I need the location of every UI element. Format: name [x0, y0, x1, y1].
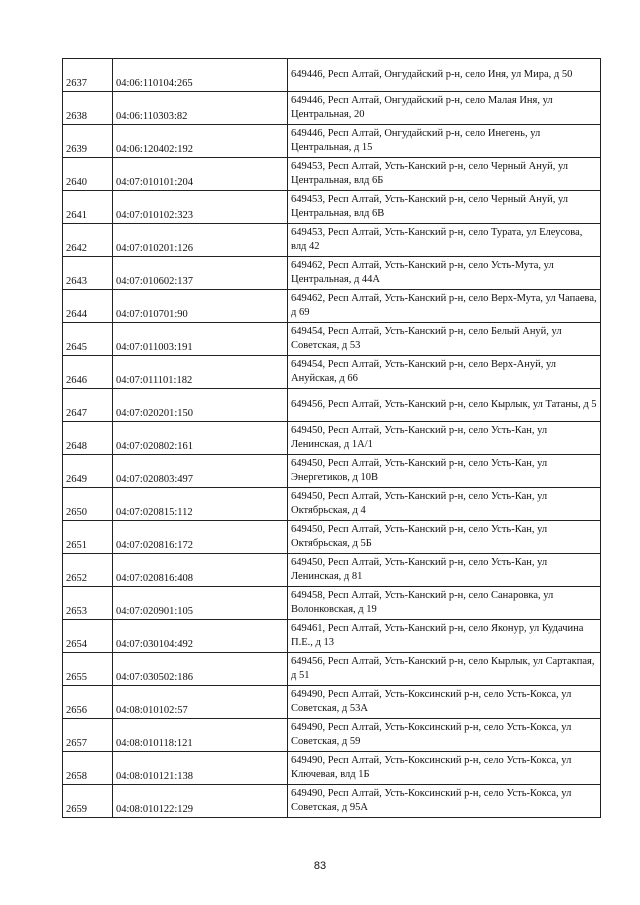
cadastral-number-cell: 04:07:011101:182 [113, 356, 288, 389]
table-row [63, 290, 601, 323]
cadastral-number-cell: 04:08:010118:121 [113, 719, 288, 752]
address-cell: 649458, Респ Алтай, Усть-Канский р-н, село Санаровка, ул Волонковская, д 19 [288, 587, 601, 620]
address-cell: 649453, Респ Алтай, Усть-Канский р-н, село Черный Ануй, ул Центральная, влд 6Б [288, 158, 601, 191]
cadastral-number-cell: 04:07:010101:204 [113, 158, 288, 191]
table-row [63, 752, 601, 785]
table-row [63, 356, 601, 389]
address-cell: 649461, Респ Алтай, Усть-Канский р-н, село Яконур, ул Кудачина П.Е., д 13 [288, 620, 601, 653]
cadastral-number-cell: 04:08:010121:138 [113, 752, 288, 785]
cadastral-number-cell: 04:07:020802:161 [113, 422, 288, 455]
row-number-cell: 2656 [63, 686, 113, 719]
row-number-cell: 2644 [63, 290, 113, 323]
cadastral-number-cell: 04:07:020901:105 [113, 587, 288, 620]
registry-table [62, 58, 601, 818]
address-cell: 649490, Респ Алтай, Усть-Коксинский р-н, село Усть-Кокса, ул Советская, д 53А [288, 686, 601, 719]
table-row [63, 125, 601, 158]
table-row [63, 455, 601, 488]
row-number-cell: 2639 [63, 125, 113, 158]
row-number-cell: 2643 [63, 257, 113, 290]
address-cell: 649446, Респ Алтай, Онгудайский р-н, село Иня, ул Мира, д 50 [288, 59, 601, 92]
row-number-cell: 2653 [63, 587, 113, 620]
address-cell: 649450, Респ Алтай, Усть-Канский р-н, село Усть-Кан, ул Ленинская, д 81 [288, 554, 601, 587]
table-row [63, 785, 601, 818]
address-cell: 649490, Респ Алтай, Усть-Коксинский р-н, село Усть-Кокса, ул Советская, д 59 [288, 719, 601, 752]
row-number-cell: 2658 [63, 752, 113, 785]
address-cell: 649490, Респ Алтай, Усть-Коксинский р-н, село Усть-Кокса, ул Ключевая, влд 1Б [288, 752, 601, 785]
row-number-cell: 2642 [63, 224, 113, 257]
row-number-cell: 2638 [63, 92, 113, 125]
address-cell: 649456, Респ Алтай, Усть-Канский р-н, село Кырлык, ул Татаны, д 5 [288, 389, 601, 422]
table-row [63, 92, 601, 125]
address-cell: 649450, Респ Алтай, Усть-Канский р-н, село Усть-Кан, ул Энергетиков, д 10В [288, 455, 601, 488]
table-row [63, 686, 601, 719]
row-number-cell: 2648 [63, 422, 113, 455]
address-cell: 649456, Респ Алтай, Усть-Канский р-н, село Кырлык, ул Сартакпая, д 51 [288, 653, 601, 686]
row-number-cell: 2637 [63, 59, 113, 92]
address-cell: 649454, Респ Алтай, Усть-Канский р-н, село Верх-Ануй, ул Ануйская, д 66 [288, 356, 601, 389]
cadastral-number-cell: 04:07:010102:323 [113, 191, 288, 224]
address-cell: 649453, Респ Алтай, Усть-Канский р-н, село Черный Ануй, ул Центральная, влд 6В [288, 191, 601, 224]
table-row [63, 224, 601, 257]
row-number-cell: 2646 [63, 356, 113, 389]
cadastral-number-cell: 04:07:011003:191 [113, 323, 288, 356]
row-number-cell: 2647 [63, 389, 113, 422]
address-cell: 649454, Респ Алтай, Усть-Канский р-н, село Белый Ануй, ул Советская, д 53 [288, 323, 601, 356]
table-row [63, 521, 601, 554]
row-number-cell: 2645 [63, 323, 113, 356]
cadastral-number-cell: 04:07:010602:137 [113, 257, 288, 290]
cadastral-number-cell: 04:07:020803:497 [113, 455, 288, 488]
row-number-cell: 2659 [63, 785, 113, 818]
address-cell: 649446, Респ Алтай, Онгудайский р-н, село Малая Иня, ул Центральная, 20 [288, 92, 601, 125]
address-cell: 649446, Респ Алтай, Онгудайский р-н, село Инегень, ул Центральная, д 15 [288, 125, 601, 158]
registry-table-body [63, 59, 601, 818]
cadastral-number-cell: 04:07:020816:172 [113, 521, 288, 554]
address-cell: 649450, Респ Алтай, Усть-Канский р-н, село Усть-Кан, ул Октябрьская, д 5Б [288, 521, 601, 554]
table-row [63, 620, 601, 653]
cadastral-number-cell: 04:07:010201:126 [113, 224, 288, 257]
address-cell: 649453, Респ Алтай, Усть-Канский р-н, село Турата, ул Елеусова, влд 42 [288, 224, 601, 257]
address-cell: 649462, Респ Алтай, Усть-Канский р-н, село Верх-Мута, ул Чапаева, д 69 [288, 290, 601, 323]
page-number: 83 [313, 860, 327, 872]
table-row [63, 719, 601, 752]
cadastral-number-cell: 04:07:020816:408 [113, 554, 288, 587]
cadastral-number-cell: 04:07:030104:492 [113, 620, 288, 653]
table-row [63, 323, 601, 356]
row-number-cell: 2649 [63, 455, 113, 488]
cadastral-number-cell: 04:06:120402:192 [113, 125, 288, 158]
cadastral-number-cell: 04:08:010122:129 [113, 785, 288, 818]
cadastral-number-cell: 04:06:110303:82 [113, 92, 288, 125]
table-row [63, 587, 601, 620]
table-row [63, 158, 601, 191]
cadastral-number-cell: 04:07:020815:112 [113, 488, 288, 521]
address-cell: 649490, Респ Алтай, Усть-Коксинский р-н, село Усть-Кокса, ул Советская, д 95А [288, 785, 601, 818]
cadastral-number-cell: 04:07:030502:186 [113, 653, 288, 686]
row-number-cell: 2640 [63, 158, 113, 191]
row-number-cell: 2641 [63, 191, 113, 224]
address-cell: 649462, Респ Алтай, Усть-Канский р-н, село Усть-Мута, ул Центральная, д 44А [288, 257, 601, 290]
table-row [63, 554, 601, 587]
row-number-cell: 2652 [63, 554, 113, 587]
table-row [63, 257, 601, 290]
table-row [63, 488, 601, 521]
row-number-cell: 2655 [63, 653, 113, 686]
row-number-cell: 2657 [63, 719, 113, 752]
cadastral-number-cell: 04:07:020201:150 [113, 389, 288, 422]
table-row [63, 191, 601, 224]
row-number-cell: 2651 [63, 521, 113, 554]
table-row [63, 389, 601, 422]
cadastral-number-cell: 04:08:010102:57 [113, 686, 288, 719]
row-number-cell: 2650 [63, 488, 113, 521]
table-row [63, 422, 601, 455]
address-cell: 649450, Респ Алтай, Усть-Канский р-н, село Усть-Кан, ул Ленинская, д 1А/1 [288, 422, 601, 455]
table-row [63, 653, 601, 686]
cadastral-number-cell: 04:07:010701:90 [113, 290, 288, 323]
address-cell: 649450, Респ Алтай, Усть-Канский р-н, село Усть-Кан, ул Октябрьская, д 4 [288, 488, 601, 521]
cadastral-number-cell: 04:06:110104:265 [113, 59, 288, 92]
table-row [63, 59, 601, 92]
row-number-cell: 2654 [63, 620, 113, 653]
